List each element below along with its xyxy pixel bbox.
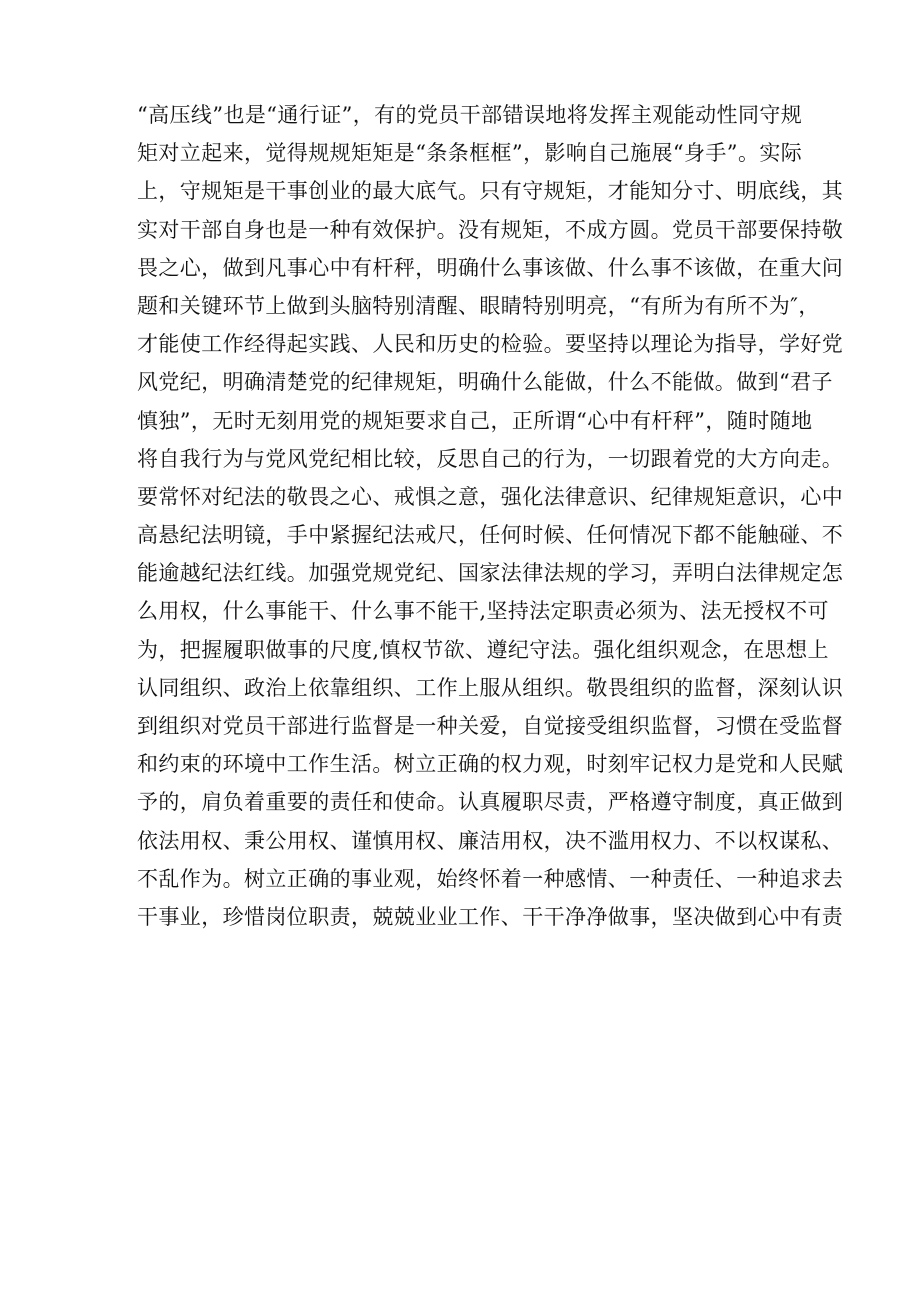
text-line: 能逾越纪法红线。加强党规党纪、国家法律法规的学习，弄明白法律规定怎 xyxy=(137,561,844,586)
text-line: 上，守规矩是干事创业的最大底气。只有守规矩，才能知分寸、明底线，其 xyxy=(137,179,844,204)
text-line: 和约束的环境中工作生活。树立正确的权力观，时刻牢记权力是党和人民赋 xyxy=(137,752,844,777)
text-line: 风党纪，明确清楚党的纪律规矩，明确什么能做，什么不能做。做到“君子 xyxy=(137,370,833,395)
text-line: 为，把握履职做事的尺度,慎权节欲、遵纪守法。强化组织观念，在思想上 xyxy=(137,637,829,662)
text-line: 予的，肩负着重要的责任和使命。认真履职尽责，严格遵守制度，真正做到 xyxy=(137,790,844,815)
text-line: 将自我行为与党风党纪相比较，反思自己的行为，一切跟着党的大方向走。 xyxy=(137,446,844,471)
text-line: 认同组织、政治上依靠组织、工作上服从组织。敬畏组织的监督，深刻认识 xyxy=(137,675,844,700)
text-line: 要常怀对纪法的敬畏之心、戒惧之意，强化法律意识、纪律规矩意识，心中 xyxy=(137,484,844,509)
text-line: 矩对立起来，觉得规规矩矩是“条条框框”，影响自己施展“身手”。实际 xyxy=(137,141,803,166)
text-line: 不乱作为。树立正确的事业观，始终怀着一种感情、一种责任、一种追求去 xyxy=(137,866,844,891)
text-line: 依法用权、秉公用权、谨慎用权、廉洁用权，决不滥用权力、不以权谋私、 xyxy=(137,828,844,853)
text-line: 高悬纪法明镜，手中紧握纪法戒尺，任何时候、任何情况下都不能触碰、不 xyxy=(137,523,844,548)
text-line: “高压线”也是“通行证”，有的党员干部错误地将发挥主观能动性同守规 xyxy=(137,103,803,127)
text-line: 才能使工作经得起实践、人民和历史的检验。要坚持以理论为指导，学好党 xyxy=(137,332,844,357)
text-line: 实对干部自身也是一种有效保护。没有规矩，不成方圆。党员干部要保持敬 xyxy=(137,217,844,242)
text-line: 畏之心，做到凡事心中有杆秤，明确什么事该做、什么事不该做，在重大问 xyxy=(137,255,844,280)
body-paragraph xyxy=(137,96,844,936)
text-line: 干事业，珍惜岗位职责，兢兢业业工作、干干净净做事，坚决做到心中有责 xyxy=(137,904,844,929)
text-line: 慎独”，无时无刻用党的规矩要求自己，正所谓“心中有杆秤”，随时随地 xyxy=(137,408,813,433)
text-line: 题和关键环节上做到头脑特别清醒、眼睛特别明亮，“有所为有所不为″， xyxy=(137,293,820,318)
text-line: 到组织对党员干部进行监督是一种关爱，自觉接受组织监督，习惯在受监督 xyxy=(137,714,844,738)
text-line: 么用权，什么事能干、什么事不能干,坚持法定职责必须为、法无授权不可 xyxy=(137,599,829,624)
